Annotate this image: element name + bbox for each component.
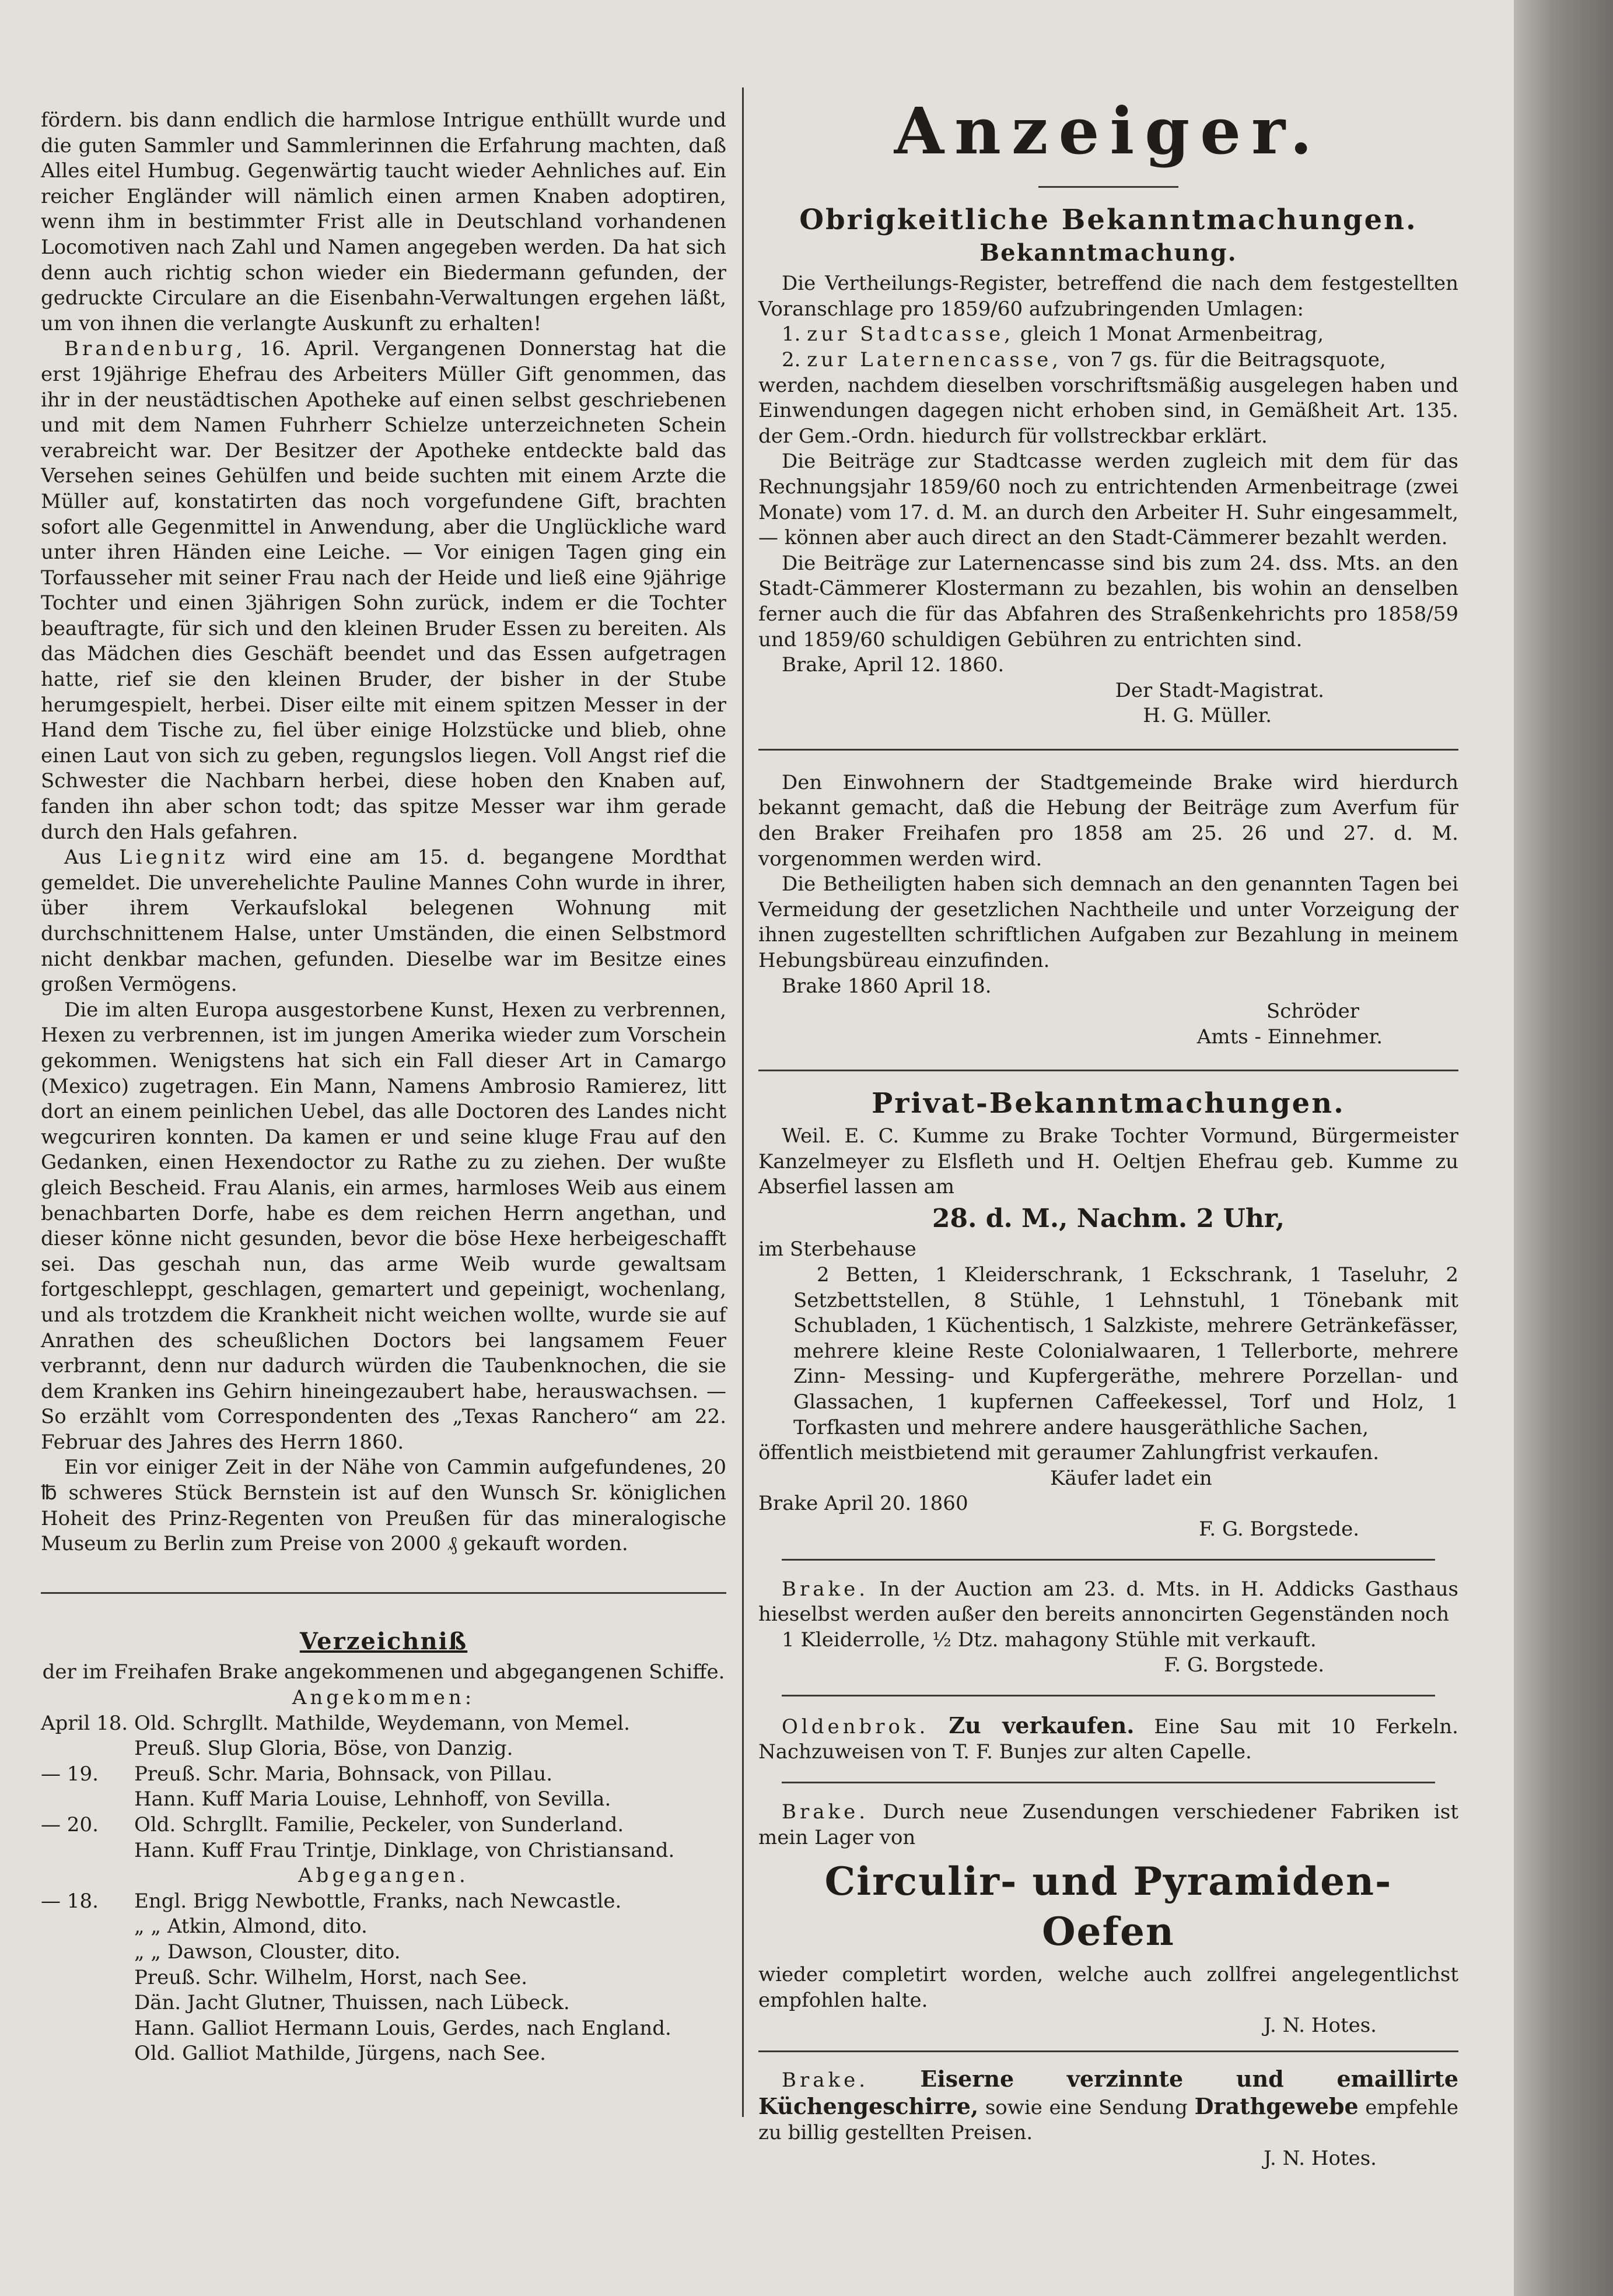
ship-entry: — 19. Preuß. Schr. Maria, Bohnsack, von Pillau. <box>41 1762 553 1786</box>
article-liegnitz: Aus Liegnitz wird eine am 15. d. begangene Mordthat gemeldet. Die unverehelichte Pauline Mannes Cohn wurde in ihrer, über ihrem Verkaufslokal belegenen Wohnung mit durchschnittenem Halse, unter Umständen, die einen Selbstmord nicht denkbar machen, gefunden. Dieselbe war im Besitze eines großen Vermögens. <box>41 846 726 997</box>
notice-intro: Die Vertheilungs-Register, betreffend die nach dem festgestellten Voranschlage pro 1859/60 aufzubringenden Umlagen: <box>758 272 1458 321</box>
section-rule <box>758 2050 1458 2052</box>
column-divider <box>742 87 744 2117</box>
ship-entry: „ „ Atkin, Almond, dito. <box>134 1915 368 1939</box>
ship-entry: „ „ Dawson, Clouster, dito. <box>134 1940 401 1964</box>
ship-entry: April 18. Old. Schrgllt. Mathilde, Weydemann, von Memel. <box>41 1711 630 1735</box>
left-column <box>41 108 726 2067</box>
departed-label: Abgegangen. <box>298 1864 469 1888</box>
ad-text: Käufer ladet ein <box>1050 1466 1212 1490</box>
place-liegnitz: Liegnitz <box>119 846 229 870</box>
notice-title: Bekanntmachung. <box>979 239 1237 267</box>
ad-text: Brake. Eiserne verzinnte und emaillirte Küchengeschirre, sowie eine Sendung Drathgewebe empfehle zu billig gestellten Preisen. <box>758 2066 1459 2145</box>
notice-signature: Schröder <box>1266 1000 1359 1023</box>
ad-signature: F. G. Borgstede. <box>1199 1517 1359 1541</box>
article-brandenburg: Brandenburg, 16. April. Vergangenen Donnerstag hat die erst 19jährige Ehefrau des Arbeiters Müller Gift genommen, das ihr in der neustädtischen Apotheke auf einen selbst geschriebenen und mit dem Namen Fuhrherr Schielze unterzeichneten Schein verabreicht war. Der Besitzer der Apotheke entdeckte bald das Versehen seines Gehülfen und beide suchten mit einem Arzte die Müller auf, konstatirten das noch vorgefundene Gift, brachten sofort alle Gegenmittel in Anwendung, aber die Unglückliche ward unter ihren Händen eine Leiche. — Vor einigen Tagen ging ein Torfausseher mit seiner Frau nach der Heide und ließ eine 9jährige Tochter und einen 3jährigen Sohn zurück, indem er die Tochter beauftragte, für sich und den kleinen Bruder Essen zu bereiten. Als das Mädchen dies Geschäft beendet und das Essen aufgetragen hatte, rief sie den kleinen Bruder, der bisher in der Stube herumgespielt, herbei. Diser eilte mit einem spitzen Messer in der Hand dem Tische zu, fiel über einige Holzstücke und blieb, ohne einen Laut von sich zu geben, regungslos liegen. Voll Angst rief die Schwester die Nachbarn herbei, diese hoben den Knaben auf, fanden ihn aber schon todt; das spitze Messer war ihm gerade durch den Hals gefahren. <box>41 337 726 844</box>
notice-freihafen <box>758 770 1458 1050</box>
notice-para: Die Beiträge zur Laternencasse sind bis zum 24. dss. Mts. an den Stadt-Cämmerer Klostermann zu bezahlen, bis wohin an denselben ferner auch die für das Abfahren des Straßenkehrichts pro 1858/59 und 1859/60 schuldigen Gebühren zu entrichten sind. <box>758 551 1458 651</box>
ad-text: Brake. In der Auction am 23. d. Mts. in H. Addicks Gasthaus hieselbst werden außer den bereits annoncirten Gegenständen noch <box>758 1577 1458 1627</box>
notice-para: Die Beiträge zur Stadtcasse werden zugleich mit dem für das Rechnungsjahr 1859/60 noch zu entrichtenden Armenbeitrage (zwei Monate) vom 17. d. M. an durch den Arbeiter H. Suhr eingesammelt, — können aber auch direct an den Stadt-Cämmerer bezahlt werden. <box>758 450 1458 550</box>
ship-entry: — 18. Engl. Brigg Newbottle, Franks, nach Newcastle. <box>41 1889 622 1913</box>
ad-text: Oldenbrok. Zu verkaufen. Eine Sau mit 10 Ferkeln. Nachzuweisen von T. F. Bunjes zur alten Capelle. <box>758 1712 1458 1764</box>
section-rule <box>758 749 1458 751</box>
departed-list <box>41 1889 726 2067</box>
ad-date: Brake April 20. 1860 <box>758 1492 968 1516</box>
ships-subtitle: der im Freihafen Brake angekommenen und abgegangenen Schiffe. <box>42 1660 725 1684</box>
notice-para: Den Einwohnern der Stadtgemeinde Brake wird hierdurch bekannt gemacht, daß die Hebung der Beiträge zum Averfum für den Braker Freihafen pro 1858 am 25. 26 und 27. d. M. vorgenommen werden wird. <box>758 770 1458 871</box>
notice-signature: H. G. Müller. <box>1143 704 1272 728</box>
ad-auction-addicks <box>758 1577 1458 1678</box>
ship-entry: — 20. Old. Schrgllt. Familie, Peckeler, von Sunderland. <box>41 1813 624 1836</box>
article-humbug: fördern. bis dann endlich die harmlose Intrigue enthüllt wurde und die guten Sammler und Sammlerinnen die Erfahrung machten, daß Alles eitel Humbug. Gegenwärtig taucht wieder Aehnliches auf. Ein reicher Engländer will nämlich einen armen Knaben adoptiren, wenn ihm in bestimmter Frist alle in Deutschland vorhandenen Locomotiven nach Zahl und Namen angegeben werden. Da hat sich denn auch richtig schon wieder ein Biedermann gefunden, der gedruckte Circulare an die Eisenbahn-Verwaltungen ergehen läßt, um von ihnen die verlangte Auskunft zu erhalten! <box>41 108 726 335</box>
ad-text: wieder completirt worden, welche auch zollfrei angelegentlichst empfohlen halte. <box>758 1963 1458 2012</box>
ad-rule <box>782 1695 1435 1696</box>
arrived-list <box>41 1711 726 1864</box>
arrived-label: Angekommen: <box>292 1686 475 1710</box>
ship-entry: Dän. Jacht Glutner, Thuissen, nach Lübeck. <box>134 1991 570 2015</box>
ship-entry: Old. Galliot Mathilde, Jürgens, nach See. <box>134 2042 546 2066</box>
ad-ovens <box>758 1800 1458 2039</box>
ship-entry: Preuß. Slup Gloria, Böse, von Danzig. <box>134 1737 513 1761</box>
ship-entry: Hann. Galliot Hermann Louis, Gerdes, nach England. <box>134 2016 671 2040</box>
ships-title: Verzeichniß <box>299 1627 468 1655</box>
masthead: Anzeiger. <box>894 93 1323 169</box>
ad-text: Brake. Durch neue Zusendungen verschiedener Fabriken ist mein Lager von <box>758 1800 1458 1849</box>
place-brandenburg: Brandenburg, <box>64 337 246 361</box>
ad-dishes <box>758 2066 1458 2171</box>
article-hexen: Die im alten Europa ausgestorbene Kunst, Hexen zu verbrennen, Hexen zu verbrennen, ist im jungen Amerika wieder zum Vorschein gekommen. Wenigstens hat sich ein Fall dieser Art in Camargo (Mexico) zugetragen. Ein Mann, Namens Ambrosio Ramierez, litt dort an einem peinlichen Uebel, das alle Doctoren des Landes nicht wegcuriren konnten. Da kamen er und seine kluge Frau auf den Gedanken, einen Hexendoctor zu Rathe zu zu ziehen. Der wußte gleich Bescheid. Frau Alanis, ein armes, harmloses Weib aus einem benachbarten Dorfe, habe es dem reichen Herrn angethan, und dieser könne nicht gesunden, bevor die böse Hexe herbeigeschafft sei. Das geschah nun, das arme Weib wurde gewaltsam fortgeschleppt, geschlagen, gemartert und gepeinigt, wochenlang, und als trotzdem die Krankheit nicht weichen wollte, wurde sie auf Anrathen des scheußlichen Doctors bei langsamem Feuer verbrannt, denn nur dadurch würden die Taubenknochen, die sie dem Kranken ins Gehirn hineingezaubert habe, herauswachsen. — So erzählt vom Correspondenten des „Texas Ranchero“ am 22. Februar des Jahres des Herrn 1860. <box>41 998 726 1454</box>
notice-para: Die Betheiligten haben sich demnach an den genannten Tagen bei Vermeidung der gesetzlichen Nachtheile und unter Vorzeigung der ihnen zugestellten schriftlichen Aufgaben zur Bezahlung in meinem Hebungsbüreau einzufinden. <box>758 872 1458 973</box>
ad-signature: J. N. Hotes. <box>1264 2014 1377 2038</box>
ad-sale <box>758 1713 1458 1765</box>
ad-item: 1 Kleiderrolle, ½ Dtz. mahagony Stühle mit verkauft. <box>782 1628 1317 1652</box>
ad-big-title: Circulir- und Pyramiden-Oefen <box>824 1859 1392 1955</box>
ship-entry: Preuß. Schr. Wilhelm, Horst, nach See. <box>134 1965 528 1989</box>
ad-signature: F. G. Borgstede. <box>1164 1653 1324 1677</box>
page-edge <box>1514 0 1613 2296</box>
ad-auction-kumme <box>758 1124 1458 1543</box>
section-rule <box>758 1070 1458 1071</box>
private-heading: Privat-Bekanntmachungen. <box>872 1087 1345 1120</box>
notice-item: 2. zur Laternencasse, von 7 gs. für die Beitragsquote, <box>782 348 1386 371</box>
notice-signature: Der Stadt-Magistrat. <box>1115 678 1324 702</box>
ad-signature: J. N. Hotes. <box>1264 2146 1377 2170</box>
ship-entry: Hann. Kuff Frau Trintje, Dinklage, von Christiansand. <box>134 1838 675 1862</box>
official-heading: Obrigkeitliche Bekanntmachungen. <box>799 204 1418 236</box>
notice-after-items: werden, nachdem dieselben vorschriftsmäßig ausgelegen haben und Einwendungen dagegen nicht erhoben sind, in Gemäßheit Art. 135. der Gem.-Ordn. hiedurch für vollstreckbar erklärt. <box>758 373 1458 448</box>
ad-rule <box>782 1559 1435 1561</box>
ad-date-big: 28. d. M., Nachm. 2 Uhr, <box>932 1203 1285 1233</box>
masthead-rule <box>1038 186 1178 188</box>
notice-date: Brake, April 12. 1860. <box>782 653 1005 677</box>
ad-text: öffentlich meistbietend mit geraumer Zahlungfrist verkaufen. <box>758 1441 1380 1465</box>
right-column <box>758 93 1459 2171</box>
notice-item: 1. zur Stadtcasse, gleich 1 Monat Armenbeitrag, <box>782 323 1324 346</box>
notice-signature: Amts - Einnehmer. <box>1196 1025 1383 1049</box>
ship-entry: Hann. Kuff Maria Louise, Lehnhoff, von Sevilla. <box>134 1787 611 1811</box>
ad-rule <box>782 1782 1435 1783</box>
notice-date: Brake 1860 April 18. <box>782 974 992 998</box>
article-bernstein: Ein vor einiger Zeit in der Nähe von Cammin aufgefundenes, 20 ℔ schweres Stück Bernstein ist auf den Wunsch Sr. königlichen Hoheit des Prinz-Regenten von Preußen für das mineralogische Museum zu Berlin zum Preise von 2000 ₰ gekauft worden. <box>41 1456 726 1556</box>
ad-text: Weil. E. C. Kumme zu Brake Tochter Vormund, Bürgermeister Kanzelmeyer zu Elsfleth und H. Oeltjen Ehefrau geb. Kumme zu Abserfiel lassen am <box>758 1124 1458 1199</box>
ad-items: 2 Betten, 1 Kleiderschrank, 1 Eckschrank, 1 Taseluhr, 2 Setzbettstellen, 8 Stühle, 1 Lehnstuhl, 1 Tönebank mit Schubladen, 1 Küchentisch, 1 Salzkiste, mehrere Getränkefässer, mehrere kleine Reste Colonialwaaren, 1 Tellerborte, mehrere Zinn- Messing- und Kupfergeräthe, mehrere Porzellan- und Glassachen, 1 kupfernen Caffeekessel, Torf und Holz, 1 Torfkasten und mehrere andere hausgeräthliche Sachen, <box>793 1263 1458 1439</box>
ad-text: im Sterbehause <box>758 1238 916 1261</box>
notice-register <box>758 240 1458 729</box>
section-rule <box>41 1592 726 1594</box>
